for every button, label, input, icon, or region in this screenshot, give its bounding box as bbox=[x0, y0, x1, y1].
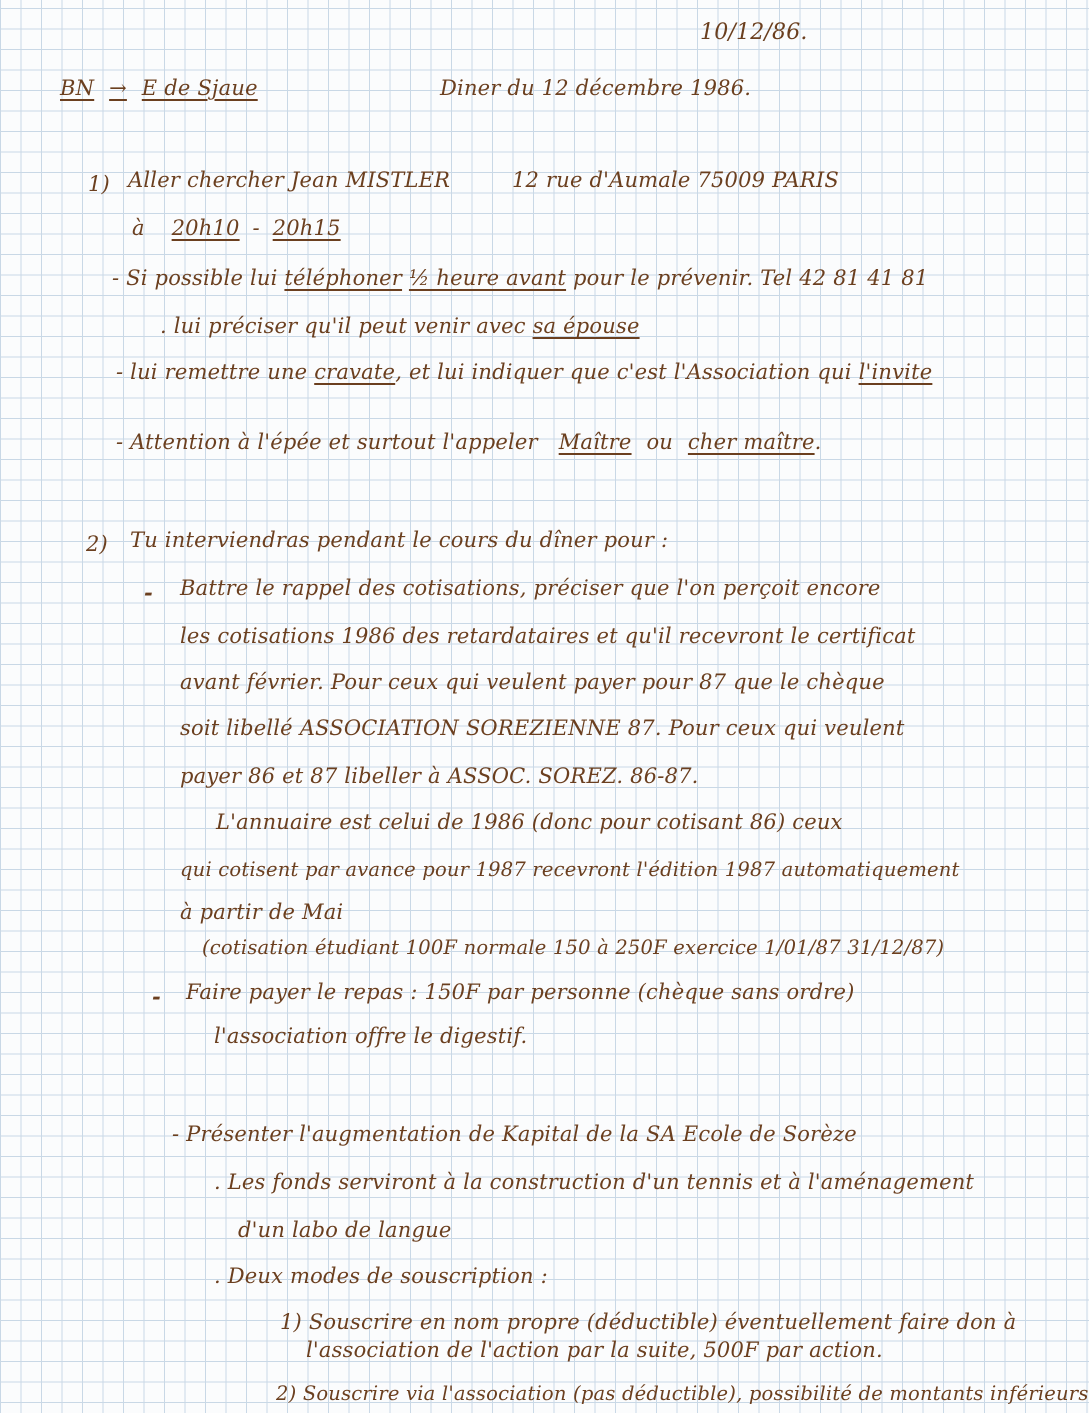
s2-line-19: 2) Souscrire via l'association (pas déductible), possibilité de montants inférieurs bbox=[276, 1382, 1089, 1405]
s2-line-7: L'annuaire est celui de 1986 (donc pour cotisant 86) ceux bbox=[216, 810, 843, 834]
s2-line-13: - Présenter l'augmentation de Kapital de la SA Ecole de Sorèze bbox=[172, 1122, 857, 1146]
s1-line-6: - Attention à l'épée et surtout l'appeler Maître ou cher maître. bbox=[116, 430, 822, 454]
s1-time-end: 20h15 bbox=[272, 216, 341, 240]
s1-line-1b: 12 rue d'Aumale 75009 PARIS bbox=[512, 168, 839, 192]
s1-tie: cravate bbox=[314, 360, 396, 384]
s1-telephone: téléphoner bbox=[284, 266, 403, 290]
s2-line-17: 1) Souscrire en nom propre (déductible) éventuellement faire don à bbox=[280, 1310, 1017, 1334]
header-routing bbox=[60, 78, 258, 99]
s2-line-18: l'association de l'action par la suite, 500F par action. bbox=[306, 1338, 883, 1362]
s2-line-6: payer 86 et 87 libeller à ASSOC. SOREZ. 86-87. bbox=[180, 764, 699, 788]
s1-at: à bbox=[132, 216, 145, 240]
s1-spouse: sa épouse bbox=[532, 314, 640, 338]
s1-line-4: . lui préciser qu'il peut venir avec sa épouse bbox=[160, 314, 640, 338]
s1-half-hour: ½ heure avant bbox=[408, 266, 567, 290]
s2-line-8: qui cotisent par avance pour 1987 recevront l'édition 1987 automatiquement bbox=[180, 858, 960, 881]
header-to: E de Sjaue bbox=[141, 76, 258, 100]
header-from: BN bbox=[60, 76, 95, 100]
s2-line-16: . Deux modes de souscription : bbox=[214, 1264, 548, 1288]
s2-line-11: Faire payer le repas : 150F par personne (chèque sans ordre) bbox=[186, 980, 855, 1004]
s1-line-1a: Aller chercher Jean MISTLER bbox=[128, 168, 451, 192]
s2-line-15: d'un labo de langue bbox=[238, 1218, 452, 1242]
s2-line-14: . Les fonds serviront à la construction d'un tennis et à l'aménagement bbox=[214, 1170, 975, 1194]
s2-line-12: l'association offre le digestif. bbox=[214, 1024, 528, 1048]
section-1-number: 1) bbox=[88, 172, 110, 196]
s2-line-10: (cotisation étudiant 100F normale 150 à 250F exercice 1/01/87 31/12/87) bbox=[202, 936, 945, 959]
s1-maitre: Maître bbox=[558, 430, 632, 454]
page-title: Diner du 12 décembre 1986. bbox=[440, 76, 752, 100]
s1-cher-maitre: cher maître bbox=[687, 430, 815, 454]
s2-line-5: soit libellé ASSOCIATION SOREZIENNE 87. Pour ceux qui veulent bbox=[180, 716, 905, 740]
s1-invite: l'invite bbox=[858, 360, 933, 384]
arrow-icon: → bbox=[109, 76, 127, 100]
s1-time-sep: - bbox=[252, 216, 260, 240]
section-2-number: 2) bbox=[86, 532, 108, 556]
s1-time-start: 20h10 bbox=[171, 216, 240, 240]
s1-line-5: - lui remettre une cravate, et lui indiquer que c'est l'Association qui l'invite bbox=[116, 360, 933, 384]
s1-line-3: - Si possible lui téléphoner ½ heure avant pour le prévenir. Tel 42 81 41 81 bbox=[112, 266, 929, 290]
s2-bullet-2: - bbox=[152, 984, 161, 1009]
s2-line-4: avant février. Pour ceux qui veulent payer pour 87 que le chèque bbox=[180, 670, 885, 694]
date-note: 10/12/86. bbox=[700, 20, 808, 45]
s1-line-2 bbox=[132, 218, 341, 239]
s2-line-9: à partir de Mai bbox=[180, 900, 344, 924]
s2-line-1: Tu interviendras pendant le cours du dîner pour : bbox=[130, 528, 669, 552]
s2-line-3: les cotisations 1986 des retardataires et qu'il recevront le certificat bbox=[180, 624, 916, 648]
s2-bullet-1: - bbox=[144, 580, 153, 605]
s2-line-2: Battre le rappel des cotisations, préciser que l'on perçoit encore bbox=[180, 576, 881, 600]
